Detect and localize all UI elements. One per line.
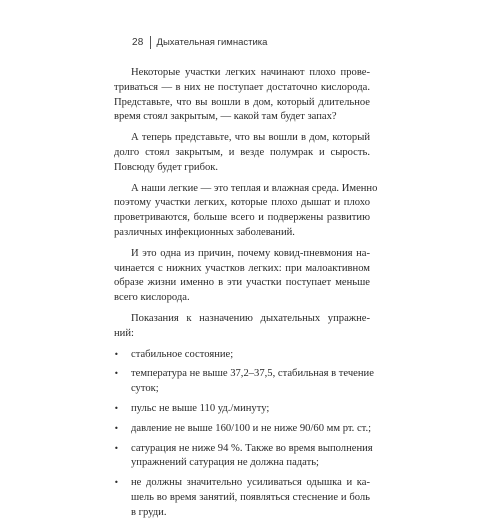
paragraph (114, 66, 370, 125)
text-line: Показания к назначению дыхательных упражне- (131, 312, 370, 324)
text-line: шель во время занятий, появляться стеснение и боль (131, 491, 370, 503)
text-line: поэтому участки легких, которые плохо дышат и плохо (114, 197, 370, 209)
text-line: упражнений сатурация не должна падать; (131, 457, 320, 469)
text-line: образе жизни именно в эти участки поступает меньше (114, 277, 370, 289)
page-header (132, 35, 267, 49)
list-item (114, 348, 370, 363)
text-line: долго стоял закрытым, и везде полумрак и сырость. (114, 146, 370, 158)
running-title: Дыхательная гимнастика (156, 36, 268, 48)
list-item (114, 402, 370, 417)
text-line: стабильное состояние; (131, 348, 234, 360)
paragraph (114, 247, 370, 306)
text-line: различных инфекционных заболеваний. (114, 226, 295, 238)
bullet-icon: • (114, 403, 119, 413)
bullet-icon: • (114, 478, 119, 488)
text-line: суток; (131, 383, 159, 395)
text-line: Повсюду будет грибок. (114, 161, 219, 173)
indications-list (114, 348, 374, 521)
text-line: не должны значительно усиливаться одышка и ка- (131, 477, 370, 489)
body-text (114, 66, 378, 526)
list-item (114, 442, 373, 472)
bullet-icon: • (114, 443, 119, 453)
paragraph (114, 312, 370, 342)
text-line: всего кислорода. (114, 292, 190, 304)
paragraph (114, 131, 370, 175)
text-line: Представьте, что вы вошли в дом, который длительное (114, 96, 370, 108)
text-line: пульс не выше 110 уд./минуту; (131, 402, 270, 414)
text-line: И это одна из причин, почему ковид-пневмония на- (131, 247, 370, 259)
text-line: в груди. (131, 506, 167, 518)
text-line: температура не выше 37,2–37,5, стабильная в течение (131, 368, 374, 380)
text-line: Некоторые участки легких начинают плохо прове- (131, 67, 370, 78)
text-line: А наши легкие — это теплая и влажная среда. Именно (131, 182, 378, 194)
text-line: чинается с нижних участков легких: при малоактивном (114, 262, 370, 274)
list-item (114, 422, 370, 437)
header-divider (150, 36, 151, 49)
text-line: время стоял закрытым, — какой там будет запах? (114, 111, 337, 123)
list-item (114, 476, 370, 520)
page-number: 28 (132, 36, 144, 48)
paragraph (114, 182, 378, 241)
text-line: проветриваются, больше всего и подвержены развитию (114, 212, 370, 224)
text-line: триваться — в них не поступает достаточно кислорода. (114, 81, 370, 93)
bullet-icon: • (114, 423, 119, 433)
text-line: А теперь представьте, что вы вошли в дом, который (131, 132, 370, 144)
text-line: ний: (114, 327, 134, 339)
list-item (114, 367, 374, 397)
bullet-icon: • (114, 369, 119, 379)
text-line: сатурация не ниже 94 %. Также во время выполнения (131, 442, 373, 454)
text-line: давление не выше 160/100 и не ниже 90/60 мм рт. ст.; (131, 422, 372, 434)
bullet-icon: • (114, 349, 119, 359)
